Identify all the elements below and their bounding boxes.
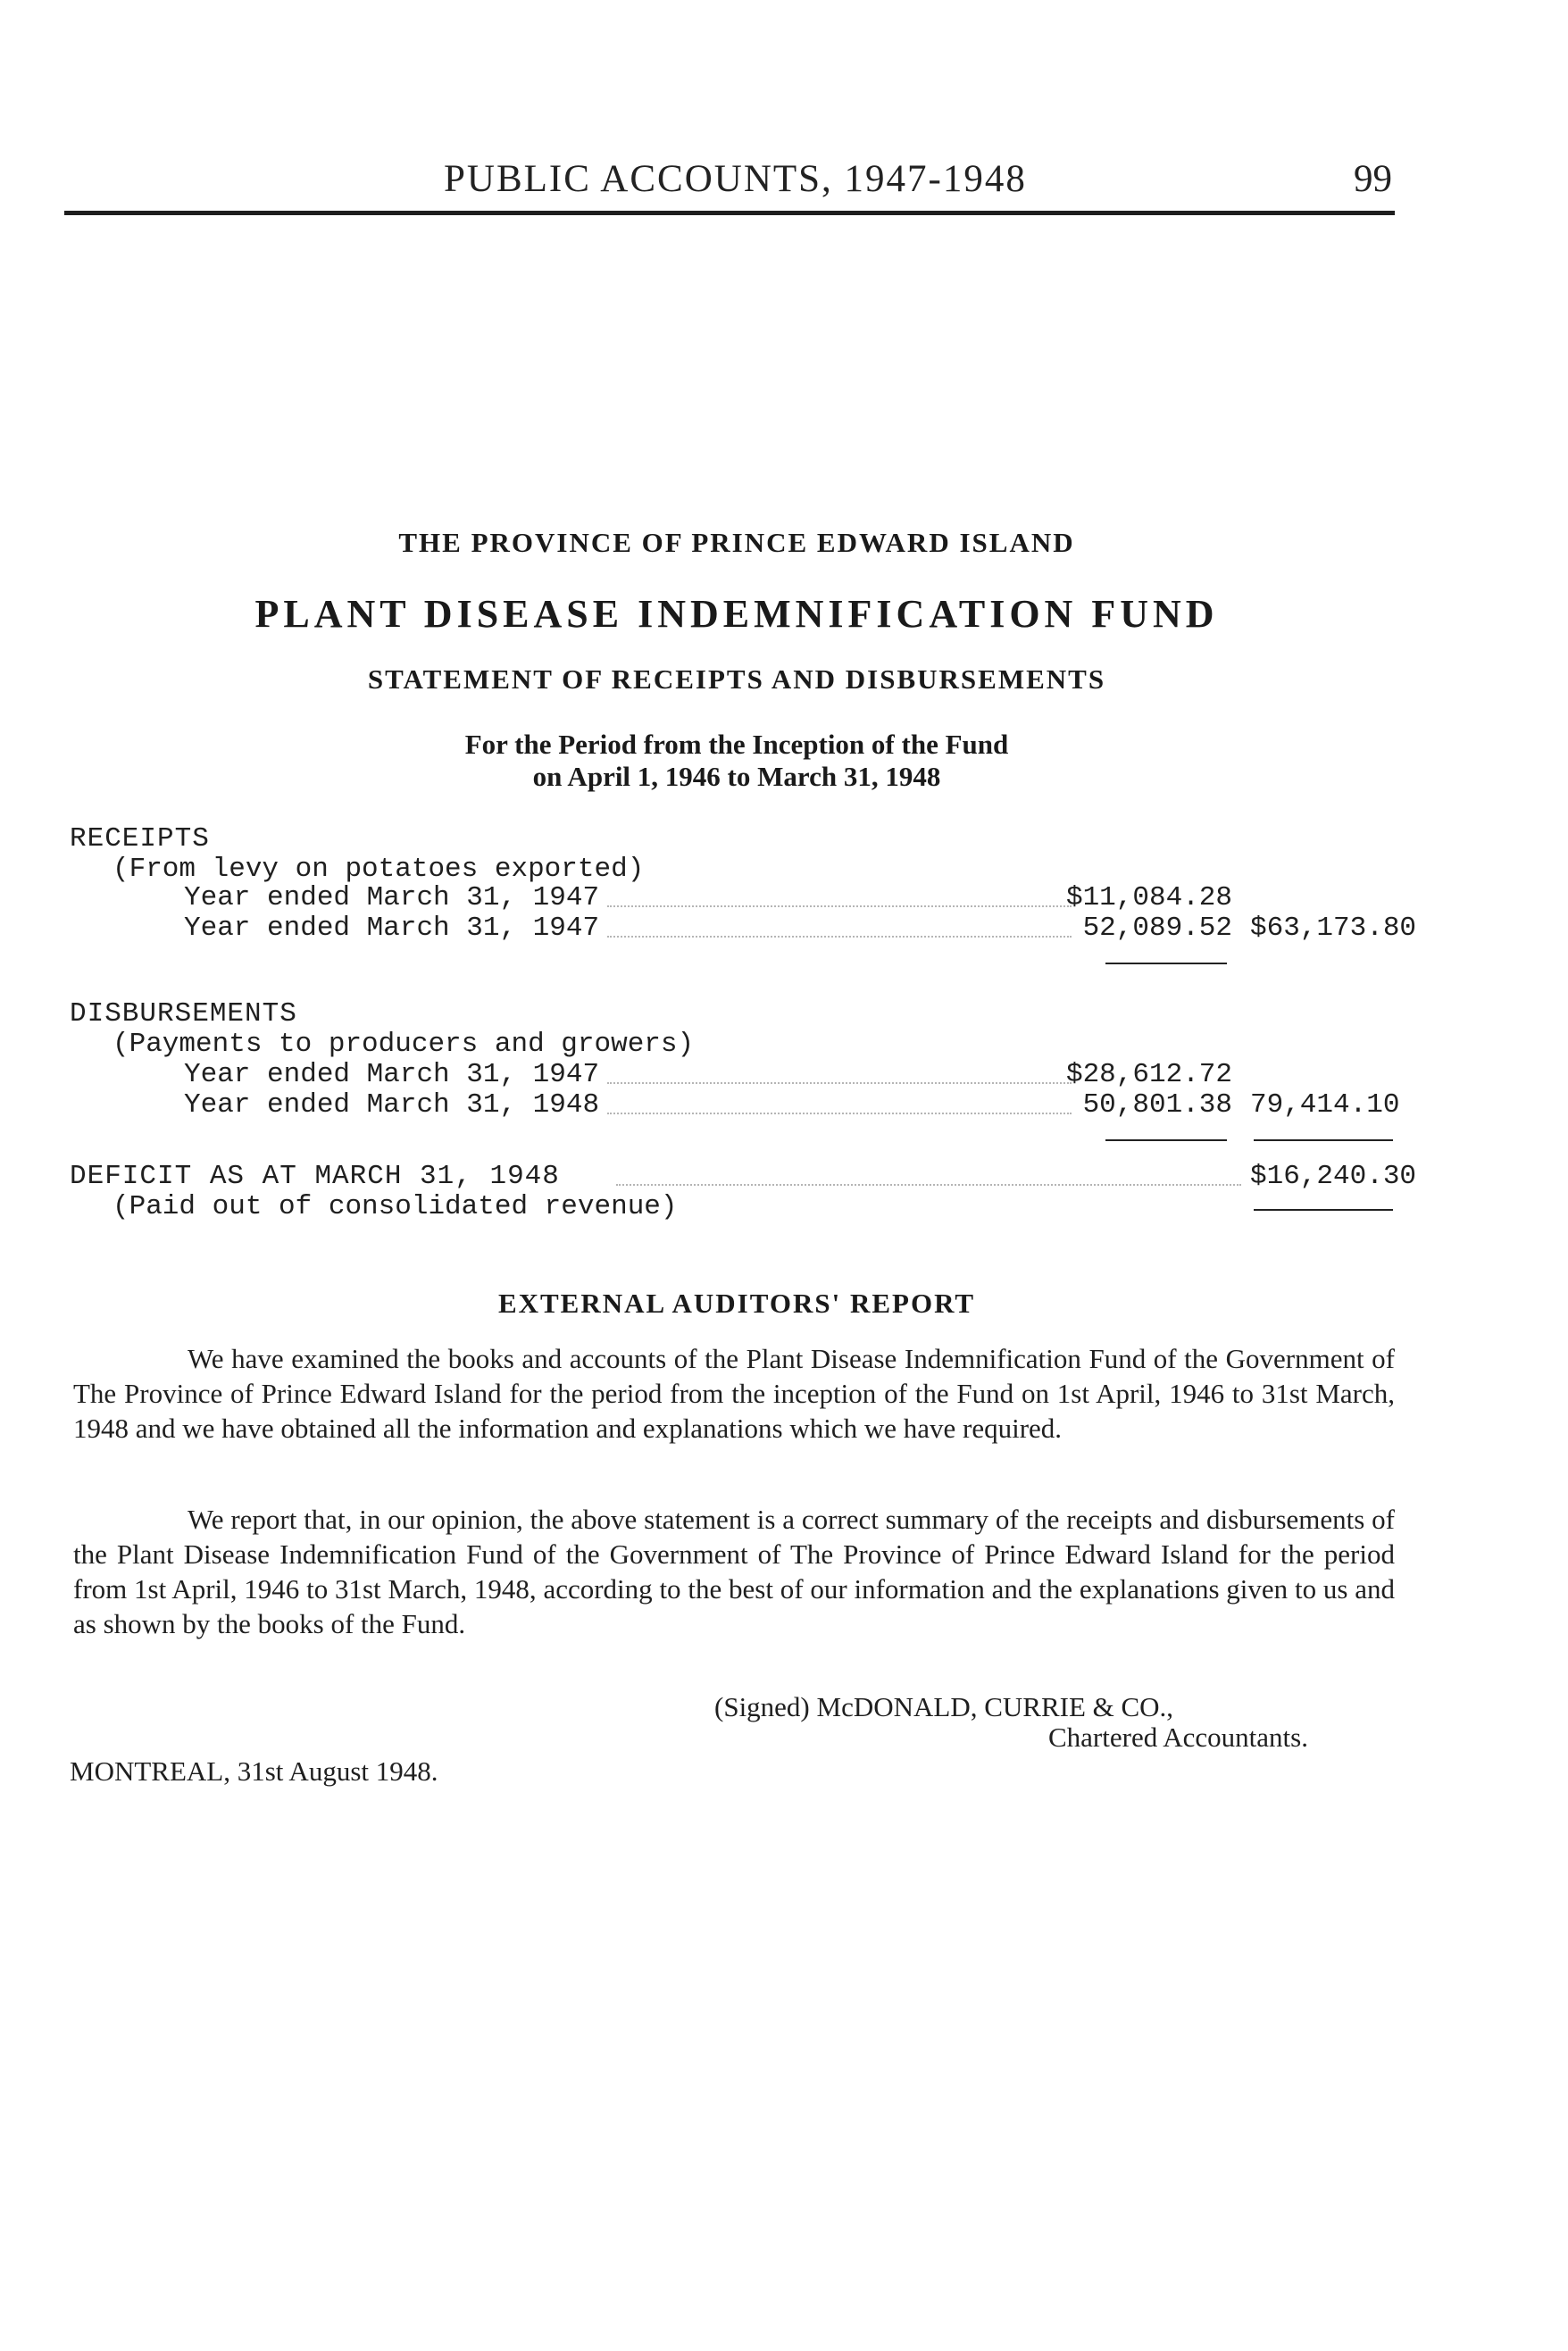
receipts-subheading: (From levy on potatoes exported) (113, 854, 645, 885)
final-total-rule (1254, 1209, 1393, 1211)
deficit-amount: $16,240.30 (1250, 1161, 1417, 1192)
running-header (0, 157, 1568, 211)
fund-title: PLANT DISEASE INDEMNIFICATION FUND (254, 592, 1219, 636)
dot-leader (607, 1082, 1072, 1084)
receipts-total: $63,173.80 (1250, 913, 1417, 944)
receipts-row-1-label: Year ended March 31, 1947 (184, 882, 600, 913)
disbursements-row-2-amount: 50,801.38 (1082, 1089, 1232, 1121)
subtotal-rule (1105, 1139, 1227, 1141)
disbursements-row-1-label: Year ended March 31, 1947 (184, 1059, 600, 1090)
dot-leader (607, 905, 1072, 907)
report-paragraph-1-text: We have examined the books and accounts of the Plant Disease Indemnification Fund of the Government of The Province of Prince Edward Island for the period from the inception of the Fund on 1st April, 1946 to 31st March, 1948 and we have obtained all the information and explanations which we have required. (73, 1343, 1395, 1444)
period-line-2: on April 1, 1946 to March 31, 1948 (532, 761, 941, 792)
total-rule (1254, 1139, 1393, 1141)
disbursements-row-2-label: Year ended March 31, 1948 (184, 1089, 600, 1121)
disbursements-heading: DISBURSEMENTS (70, 998, 297, 1030)
disbursements-row-1-amount: $28,612.72 (1065, 1059, 1232, 1090)
period-line-1: For the Period from the Inception of the Fund (464, 729, 1009, 760)
page-number: 99 (1354, 158, 1392, 200)
deficit-label: DEFICIT AS AT MARCH 31, 1948 (70, 1161, 560, 1192)
disbursements-total: 79,414.10 (1250, 1089, 1400, 1121)
report-paragraph-2 (73, 1502, 1395, 1641)
signer-title: Chartered Accountants. (1048, 1722, 1308, 1753)
report-paragraph-2-text: We report that, in our opinion, the above statement is a correct summary of the receipts and disbursements of the Plant Disease Indemnification Fund of the Government of The Province of Prince Edward Island for the period from 1st April, 1946 to 31st March, 1948, according to the best of our information and the explanations given to us and as shown by the books of the Fund. (73, 1504, 1395, 1639)
dot-leader (607, 936, 1072, 938)
place-date: MONTREAL, 31st August 1948. (70, 1755, 438, 1787)
subtotal-rule (1105, 963, 1227, 964)
disbursements-subheading: (Payments to producers and growers) (113, 1029, 695, 1060)
deficit-note: (Paid out of consolidated revenue) (113, 1191, 678, 1222)
receipts-row-2-label: Year ended March 31, 1947 (184, 913, 600, 944)
report-paragraph-1 (73, 1341, 1395, 1446)
dot-leader (616, 1184, 1241, 1186)
header-rule (64, 211, 1395, 215)
receipts-row-1-amount: $11,084.28 (1065, 882, 1232, 913)
statement-title: STATEMENT OF RECEIPTS AND DISBURSEMENTS (367, 663, 1106, 695)
province-title: THE PROVINCE OF PRINCE EDWARD ISLAND (398, 527, 1075, 558)
receipts-heading: RECEIPTS (70, 823, 210, 855)
receipts-row-2-amount: 52,089.52 (1082, 913, 1232, 944)
running-title: PUBLIC ACCOUNTS, 1947-1948 (444, 158, 1027, 200)
dot-leader (607, 1113, 1072, 1114)
period-title (0, 729, 1473, 793)
report-title: EXTERNAL AUDITORS' REPORT (497, 1288, 976, 1319)
signature-line: (Signed) McDONALD, CURRIE & CO., (714, 1691, 1174, 1722)
